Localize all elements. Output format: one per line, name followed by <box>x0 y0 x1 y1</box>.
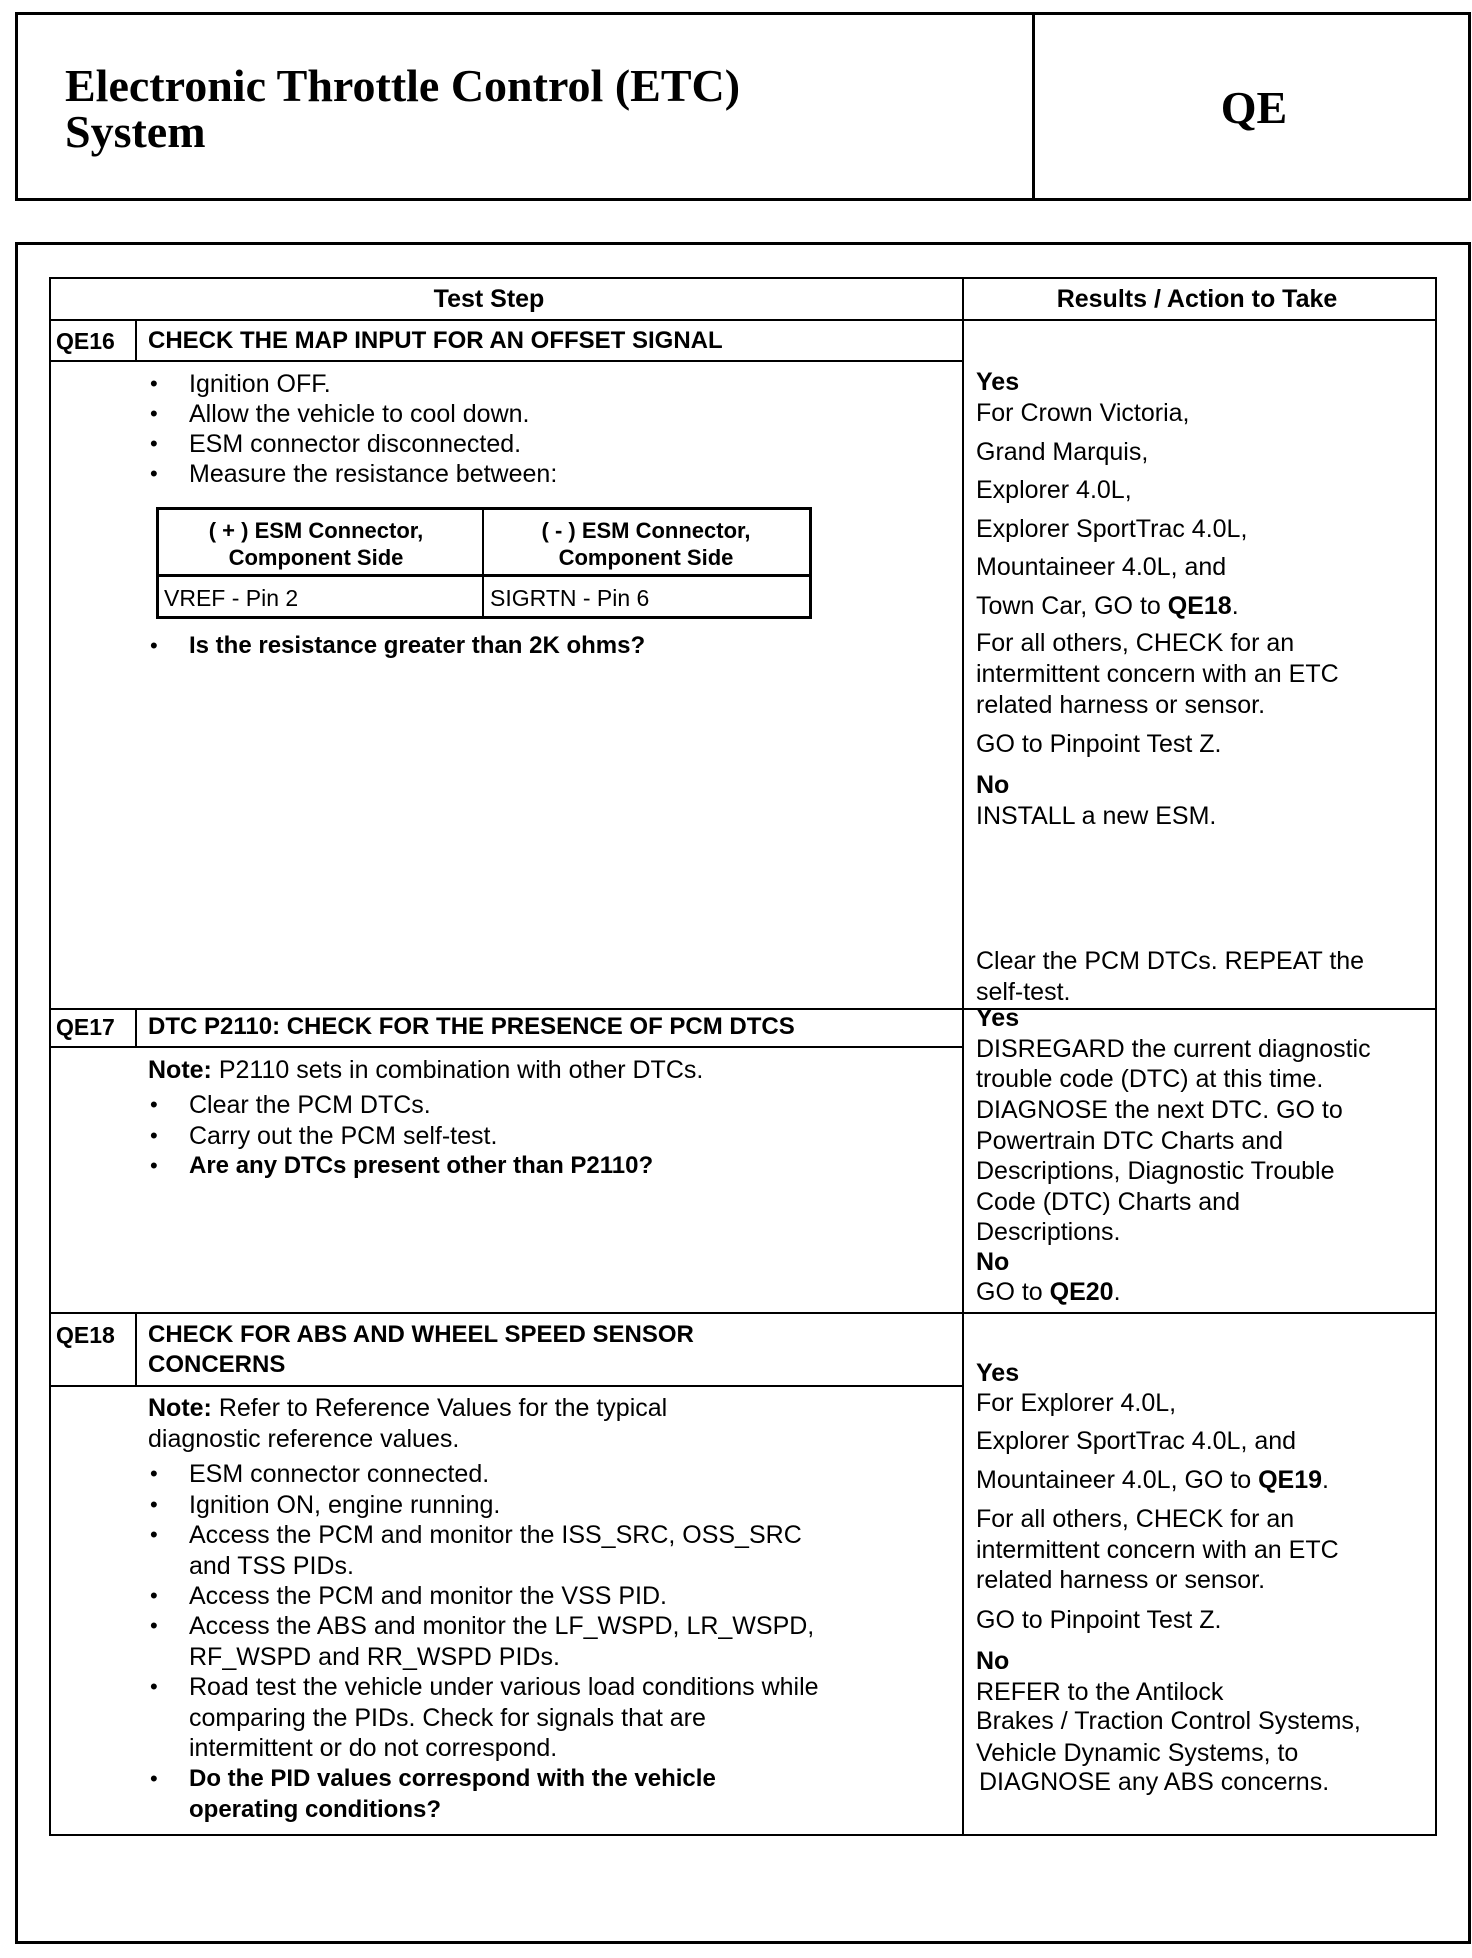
qe17-result: DISREGARD the current diagnostic <box>976 1035 1371 1063</box>
qe17-code-divider <box>135 1008 137 1046</box>
qe16-step: Allow the vehicle to cool down. <box>189 400 530 428</box>
goto-qe18-link[interactable]: QE18 <box>1167 592 1232 620</box>
bullet-icon: • <box>150 1766 158 1791</box>
qe17-header-line <box>49 1046 962 1048</box>
qe16-result: intermittent concern with an ETC <box>976 660 1339 688</box>
qe16-code-divider <box>135 319 137 360</box>
connector-table-row-line <box>156 574 812 577</box>
qe18-step: Ignition ON, engine running. <box>189 1491 501 1519</box>
qe16-code: QE16 <box>56 328 115 354</box>
period: . <box>1231 592 1239 620</box>
qe17-step: Carry out the PCM self-test. <box>189 1122 498 1150</box>
qe18-question-cont: operating conditions? <box>189 1796 441 1823</box>
qe16-result: Grand Marquis, <box>976 438 1149 466</box>
bullet-icon: • <box>150 1123 158 1148</box>
qe16-step: Ignition OFF. <box>189 370 331 398</box>
connector-table-col-line <box>482 507 484 619</box>
qe16-result: For Crown Victoria, <box>976 399 1190 427</box>
qe18-result: Explorer SportTrac 4.0L, and <box>976 1427 1297 1455</box>
qe18-result: Vehicle Dynamic Systems, to <box>976 1739 1299 1767</box>
qe17-result-goto <box>976 1277 1121 1307</box>
qe17-yes: Yes <box>976 1004 1020 1032</box>
column-divider <box>962 277 964 1836</box>
period: . <box>1113 1278 1121 1306</box>
qe18-step: Access the PCM and monitor the VSS PID. <box>189 1582 667 1610</box>
qe16-title: CHECK THE MAP INPUT FOR AN OFFSET SIGNAL <box>148 327 723 354</box>
qe16-step: ESM connector disconnected. <box>189 430 522 458</box>
qe17-code: QE17 <box>56 1014 115 1040</box>
qe18-code-divider <box>135 1312 137 1385</box>
qe16-result: INSTALL a new ESM. <box>976 802 1217 830</box>
qe17-no: No <box>976 1248 1010 1276</box>
qe16-no: No <box>976 771 1010 799</box>
qe18-header-line <box>49 1385 962 1387</box>
qe18-step-cont: RF_WSPD and RR_WSPD PIDs. <box>189 1643 560 1671</box>
qe16-result: Explorer 4.0L, <box>976 476 1132 504</box>
qe18-result: Brakes / Traction Control Systems, <box>976 1707 1361 1735</box>
qe18-question: Do the PID values correspond with the vehicle <box>189 1765 716 1792</box>
qe17-title: DTC P2110: CHECK FOR THE PRESENCE OF PCM DTCS <box>148 1013 795 1040</box>
note-text: P2110 sets in combination with other DTCs. <box>211 1056 704 1084</box>
connector-header-minus: ( - ) ESM Connector, <box>541 518 751 543</box>
qe18-row-line <box>49 1312 1437 1314</box>
qe17-result: DIAGNOSE the next DTC. GO to <box>976 1096 1343 1124</box>
qe16-header-line <box>49 360 962 362</box>
bullet-icon: • <box>150 1613 158 1638</box>
qe17-step: Clear the PCM DTCs. <box>189 1091 431 1119</box>
header-row-line <box>49 319 1437 321</box>
note-label: Note: <box>148 1056 212 1084</box>
goto-text: GO to <box>976 1278 1050 1306</box>
qe18-result: For all others, CHECK for an <box>976 1505 1295 1533</box>
qe16-yes: Yes <box>976 368 1020 396</box>
qe17-result: Descriptions, Diagnostic Trouble <box>976 1157 1335 1185</box>
qe17-row-line <box>49 1008 1437 1010</box>
note-text: Refer to Reference Values for the typical <box>211 1394 668 1422</box>
qe16-result: GO to Pinpoint Test Z. <box>976 730 1222 758</box>
page-title-line2: System <box>65 106 206 157</box>
goto-text: Town Car, GO to <box>976 592 1168 620</box>
qe18-result: REFER to the Antilock <box>976 1678 1224 1706</box>
qe17-result: trouble code (DTC) at this time. <box>976 1065 1324 1093</box>
connector-header-plus-sub: Component Side <box>228 545 404 570</box>
connector-header-plus: ( + ) ESM Connector, <box>208 518 424 543</box>
bullet-icon: • <box>150 461 158 486</box>
qe18-yes: Yes <box>976 1359 1020 1387</box>
qe17-result: Code (DTC) Charts and <box>976 1188 1240 1216</box>
bullet-icon: • <box>150 1092 158 1117</box>
goto-qe20-link[interactable]: QE20 <box>1049 1278 1114 1306</box>
connector-header-minus-sub: Component Side <box>558 545 734 570</box>
bullet-icon: • <box>150 1461 158 1486</box>
goto-qe19-link[interactable]: QE19 <box>1258 1466 1323 1494</box>
bullet-icon: • <box>150 431 158 456</box>
header-divider <box>1032 12 1035 201</box>
qe17-result: Descriptions. <box>976 1218 1121 1246</box>
connector-cell-minus: SIGRTN - Pin 6 <box>490 585 650 611</box>
section-code: QE <box>1220 82 1288 133</box>
qe18-step: ESM connector connected. <box>189 1460 490 1488</box>
qe18-note-cont: diagnostic reference values. <box>148 1425 460 1453</box>
qe18-result-goto <box>976 1465 1329 1495</box>
qe18-step: Access the ABS and monitor the LF_WSPD, LR_WSPD, <box>189 1612 815 1640</box>
qe18-note <box>148 1393 667 1423</box>
qe18-result: For Explorer 4.0L, <box>976 1389 1177 1417</box>
qe16-result-goto <box>976 591 1239 621</box>
qe18-title-line2: CONCERNS <box>148 1351 286 1378</box>
qe18-step: Road test the vehicle under various load conditions while <box>189 1673 819 1701</box>
bullet-icon: • <box>150 1153 158 1178</box>
qe18-result: related harness or sensor. <box>976 1566 1266 1594</box>
col-header-test-step: Test Step <box>433 285 545 313</box>
qe17-question: Are any DTCs present other than P2110? <box>189 1152 654 1179</box>
qe18-step: Access the PCM and monitor the ISS_SRC, OSS_SRC <box>189 1521 802 1549</box>
period: . <box>1322 1466 1329 1494</box>
bullet-icon: • <box>150 371 158 396</box>
bullet-icon: • <box>150 401 158 426</box>
qe16-step: Measure the resistance between: <box>189 460 558 488</box>
qe18-title-line1: CHECK FOR ABS AND WHEEL SPEED SENSOR <box>148 1321 694 1348</box>
bullet-icon: • <box>150 633 158 658</box>
qe18-result: DIAGNOSE any ABS concerns. <box>979 1768 1330 1796</box>
page-title-line1: Electronic Throttle Control (ETC) <box>65 60 741 111</box>
bullet-icon: • <box>150 1583 158 1608</box>
qe16-result: Mountaineer 4.0L, and <box>976 553 1227 581</box>
qe16-result: related harness or sensor. <box>976 691 1266 719</box>
qe16-question: Is the resistance greater than 2K ohms? <box>189 632 646 659</box>
qe18-result: GO to Pinpoint Test Z. <box>976 1606 1222 1634</box>
qe18-code: QE18 <box>56 1322 115 1348</box>
qe16-result: self-test. <box>976 978 1071 1006</box>
qe16-result: Clear the PCM DTCs. REPEAT the <box>976 947 1365 975</box>
qe18-result: intermittent concern with an ETC <box>976 1536 1339 1564</box>
qe17-result: Powertrain DTC Charts and <box>976 1127 1284 1155</box>
bullet-icon: • <box>150 1492 158 1517</box>
goto-text: Mountaineer 4.0L, GO to <box>976 1466 1259 1494</box>
col-header-results: Results / Action to Take <box>1056 285 1338 313</box>
qe16-result: For all others, CHECK for an <box>976 629 1295 657</box>
note-label: Note: <box>148 1394 212 1422</box>
qe16-result: Explorer SportTrac 4.0L, <box>976 515 1248 543</box>
qe18-step-cont: intermittent or do not correspond. <box>189 1734 558 1762</box>
qe17-note <box>148 1055 703 1085</box>
bullet-icon: • <box>150 1674 158 1699</box>
qe18-step-cont: and TSS PIDs. <box>189 1552 354 1580</box>
bullet-icon: • <box>150 1522 158 1547</box>
qe18-no: No <box>976 1647 1010 1675</box>
connector-cell-plus: VREF - Pin 2 <box>164 585 299 611</box>
qe18-step-cont: comparing the PIDs. Check for signals that are <box>189 1704 706 1732</box>
